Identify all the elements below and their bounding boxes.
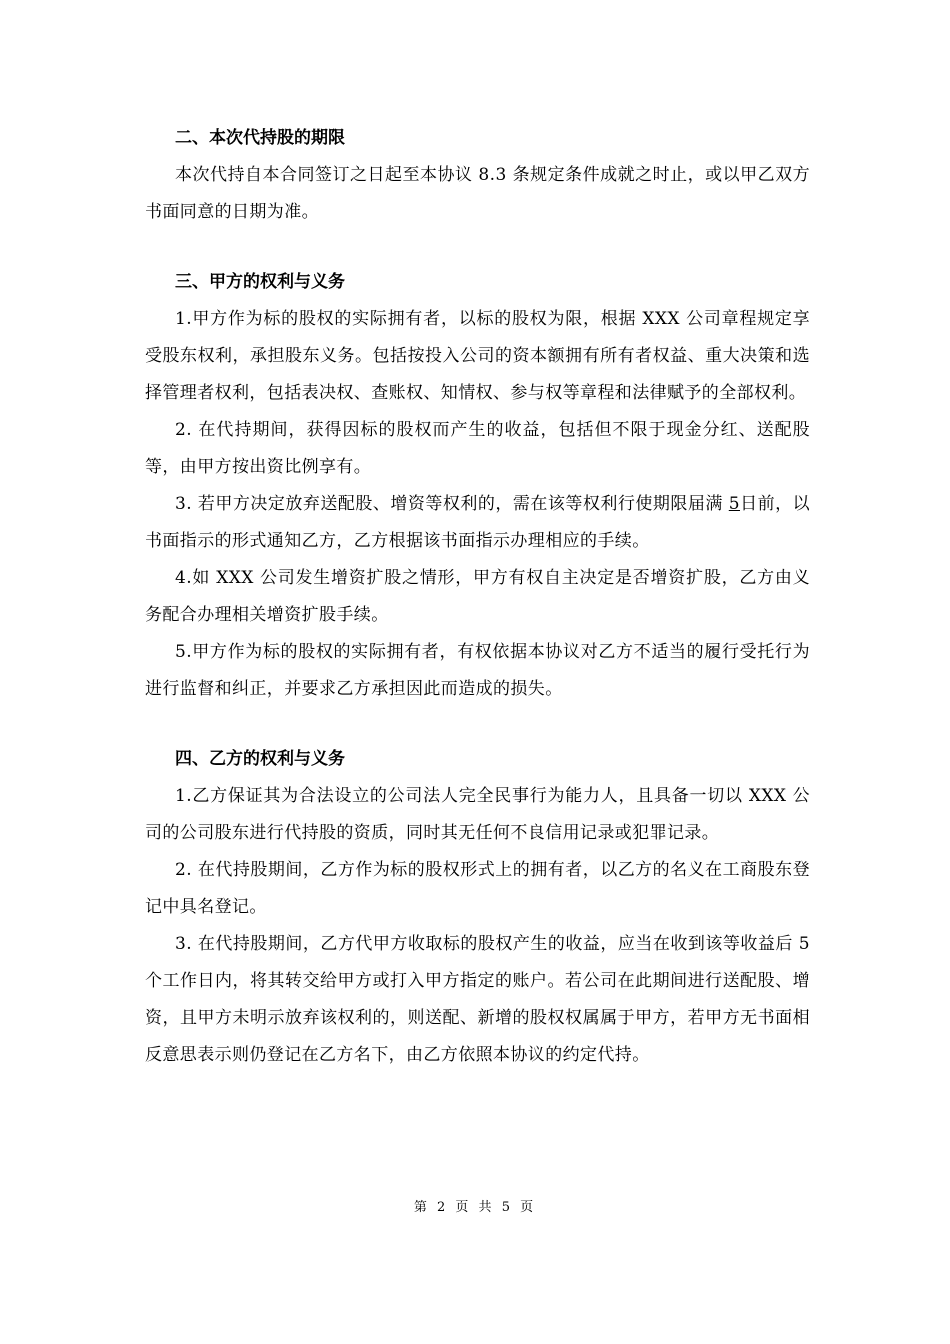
underlined-days: 5 xyxy=(728,494,740,514)
paragraph: 5.甲方作为标的股权的实际拥有者，有权依据本协议对乙方不适当的履行受托行为进行监督和纠正，并要求乙方承担因此而造成的损失。 xyxy=(145,642,810,699)
paragraph-text: 日前，以书面指示的形式通知乙方，乙方根据该书面指示办理相应的手续。 xyxy=(145,494,810,551)
section-heading: 三、甲方的权利与义务 xyxy=(175,272,345,292)
paragraph xyxy=(145,486,810,560)
paragraph: 4.如 XXX 公司发生增资扩股之情形，甲方有权自主决定是否增资扩股，乙方由义务配合办理相关增资扩股手续。 xyxy=(145,568,810,625)
section-party-a-rights xyxy=(145,264,810,708)
paragraph: 2. 在代持股期间，乙方作为标的股权形式上的拥有者，以乙方的名义在工商股东登记中具名登记。 xyxy=(145,860,810,917)
paragraph: 1.甲方作为标的股权的实际拥有者，以标的股权为限，根据 XXX 公司章程规定享受股东权利，承担股东义务。包括按投入公司的资本额拥有所有者权益、重大决策和选择管理者权利，包括表决权、查账权、知情权、参与权等章程和法律赋予的全部权利。 xyxy=(145,309,810,403)
paragraph: 1.乙方保证其为合法设立的公司法人完全民事行为能力人，且具备一切以 XXX 公司的公司股东进行代持股的资质，同时其无任何不良信用记录或犯罪记录。 xyxy=(145,786,810,843)
section-heading: 四、乙方的权利与义务 xyxy=(175,749,345,769)
page-number-footer: 第 2 页 共 5 页 xyxy=(413,1200,537,1215)
section-heading: 二、本次代持股的期限 xyxy=(175,128,345,148)
paragraph: 3. 在代持股期间，乙方代甲方收取标的股权产生的收益，应当在收到该等收益后 5 个工作日内，将其转交给甲方或打入甲方指定的账户。若公司在此期间进行送配股、增资，且甲方未明示放弃该权利的，则送配、新增的股权权属属于甲方，若甲方无书面相反意思表示则仍登记在乙方名下，由乙方依照本协议的约定代持。 xyxy=(145,934,810,1065)
paragraph: 本次代持自本合同签订之日起至本协议 8.3 条规定条件成就之时止，或以甲乙双方书面同意的日期为准。 xyxy=(145,165,810,222)
paragraph-text: 3. 若甲方决定放弃送配股、增资等权利的，需在该等权利行使期限届满 xyxy=(175,494,729,514)
paragraph: 2. 在代持期间，获得因标的股权而产生的收益，包括但不限于现金分红、送配股等，由甲方按出资比例享有。 xyxy=(145,420,810,477)
section-party-b-rights xyxy=(145,741,810,1074)
document-body xyxy=(145,120,810,1107)
section-term xyxy=(145,120,810,231)
